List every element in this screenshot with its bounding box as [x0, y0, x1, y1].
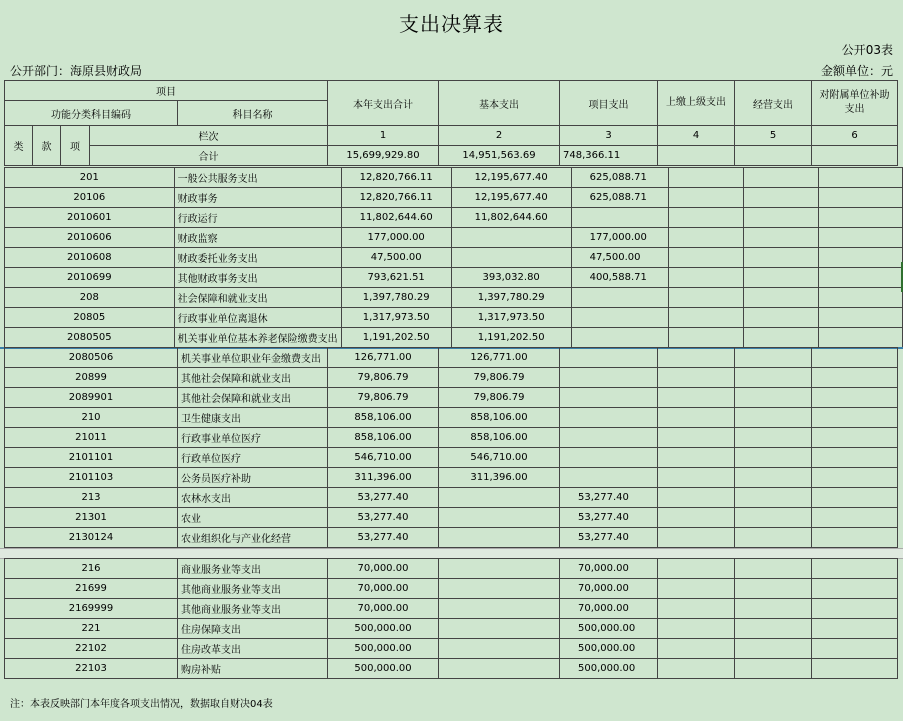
empty-cell [658, 408, 735, 428]
project-exp-header: 项目支出 [560, 81, 658, 126]
kuan-header: 款 [33, 126, 61, 166]
code-cell: 2169999 [5, 599, 178, 619]
basic-cell [451, 248, 571, 268]
empty-cell [819, 308, 903, 328]
func-code-header: 功能分类科目编码 [5, 101, 178, 126]
table-row [5, 468, 898, 488]
name-cell: 农林水支出 [178, 488, 328, 508]
table-row [5, 308, 903, 328]
empty-cell [658, 388, 735, 408]
code-cell: 2089901 [5, 388, 178, 408]
code-cell: 20805 [5, 308, 175, 328]
project-cell [560, 368, 658, 388]
basic-cell: 1,397,780.29 [451, 288, 571, 308]
name-cell: 农业 [178, 508, 328, 528]
table-row [5, 248, 903, 268]
total-cell: 1,317,973.50 [341, 308, 451, 328]
table-row [5, 599, 898, 619]
code-cell: 2010601 [5, 208, 175, 228]
project-cell: 625,088.71 [571, 188, 668, 208]
total-cell: 500,000.00 [328, 659, 439, 679]
empty-cell [812, 508, 898, 528]
code-cell: 21301 [5, 508, 178, 528]
empty-cell [819, 268, 903, 288]
name-cell: 其他商业服务业等支出 [178, 579, 328, 599]
empty-cell [735, 559, 812, 579]
table-row [5, 388, 898, 408]
name-cell: 农业组织化与产业化经营 [178, 528, 328, 548]
total-cell: 12,820,766.11 [341, 168, 451, 188]
col-number: 6 [812, 126, 898, 146]
basic-cell [439, 619, 560, 639]
project-cell [560, 348, 658, 368]
empty-cell [744, 268, 819, 288]
name-cell: 行政事业单位离退休 [174, 308, 341, 328]
empty-cell [812, 528, 898, 548]
empty-cell [812, 579, 898, 599]
expenditure-table-top [4, 167, 903, 348]
empty-cell [658, 579, 735, 599]
total-cell: 858,106.00 [328, 408, 439, 428]
empty-cell [735, 348, 812, 368]
empty-cell [735, 368, 812, 388]
total-cell: 70,000.00 [328, 599, 439, 619]
code-cell: 2130124 [5, 528, 178, 548]
table-row [5, 268, 903, 288]
sum-label: 合计 [90, 146, 328, 166]
basic-cell [439, 599, 560, 619]
table-row [5, 188, 903, 208]
name-cell: 其他社会保障和就业支出 [178, 368, 328, 388]
project-cell: 53,277.40 [560, 488, 658, 508]
name-cell: 财政事务 [174, 188, 341, 208]
project-cell: 53,277.40 [560, 528, 658, 548]
total-cell: 70,000.00 [328, 559, 439, 579]
table-row [5, 228, 903, 248]
empty-cell [812, 468, 898, 488]
table-row [5, 208, 903, 228]
basic-cell: 311,396.00 [439, 468, 560, 488]
empty-cell [812, 408, 898, 428]
expenditure-table-mid [4, 347, 898, 548]
empty-cell [744, 288, 819, 308]
empty-cell [658, 508, 735, 528]
empty-cell [658, 488, 735, 508]
project-cell: 70,000.00 [560, 599, 658, 619]
name-cell: 机关事业单位基本养老保险缴费支出 [174, 328, 341, 348]
sum-total: 15,699,929.80 [328, 146, 439, 166]
project-cell: 70,000.00 [560, 559, 658, 579]
empty-cell [669, 308, 744, 328]
basic-cell [451, 228, 571, 248]
empty-cell [744, 328, 819, 348]
code-cell: 2101103 [5, 468, 178, 488]
empty-cell [744, 308, 819, 328]
total-cell: 53,277.40 [328, 488, 439, 508]
empty-cell [735, 579, 812, 599]
code-cell: 22103 [5, 659, 178, 679]
total-cell: 858,106.00 [328, 428, 439, 448]
empty-cell [735, 599, 812, 619]
name-cell: 住房保障支出 [178, 619, 328, 639]
code-cell: 20899 [5, 368, 178, 388]
table-number: 公开03表 [841, 43, 893, 57]
code-cell: 213 [5, 488, 178, 508]
sum-basic: 14,951,563.69 [439, 146, 560, 166]
table-row [5, 619, 898, 639]
empty-cell [735, 488, 812, 508]
table-row [5, 348, 898, 368]
col-number: 2 [439, 126, 560, 146]
total-cell: 11,802,644.60 [341, 208, 451, 228]
total-cell: 793,621.51 [341, 268, 451, 288]
lei-header: 类 [5, 126, 33, 166]
empty-cell [735, 468, 812, 488]
basic-header: 基本支出 [439, 81, 560, 126]
col-number: 4 [658, 126, 735, 146]
footnote: 注：本表反映部门本年度各项支出情况，数据取自财决04表 [10, 699, 273, 710]
basic-cell [439, 639, 560, 659]
empty-cell [658, 599, 735, 619]
total-cell: 12,820,766.11 [341, 188, 451, 208]
total-cell: 53,277.40 [328, 528, 439, 548]
empty-cell [819, 228, 903, 248]
code-cell: 208 [5, 288, 175, 308]
code-cell: 2010608 [5, 248, 175, 268]
empty-cell [812, 559, 898, 579]
basic-cell: 546,710.00 [439, 448, 560, 468]
basic-cell [439, 579, 560, 599]
project-cell: 177,000.00 [571, 228, 668, 248]
code-cell: 2010606 [5, 228, 175, 248]
total-cell: 311,396.00 [328, 468, 439, 488]
basic-cell: 126,771.00 [439, 348, 560, 368]
basic-cell [439, 659, 560, 679]
project-cell: 500,000.00 [560, 619, 658, 639]
code-cell: 2080505 [5, 328, 175, 348]
empty-cell [819, 248, 903, 268]
empty-cell [669, 328, 744, 348]
subject-name-header: 科目名称 [178, 101, 328, 126]
code-cell: 21011 [5, 428, 178, 448]
upper-header: 上缴上级支出 [658, 81, 735, 126]
code-cell: 2080506 [5, 348, 178, 368]
table-row [5, 488, 898, 508]
empty-cell [658, 559, 735, 579]
empty-cell [744, 228, 819, 248]
empty-cell [658, 468, 735, 488]
empty-cell [812, 428, 898, 448]
empty-cell [819, 188, 903, 208]
empty-cell [669, 228, 744, 248]
lanci-header: 栏次 [90, 126, 328, 146]
empty-cell [735, 639, 812, 659]
name-cell: 卫生健康支出 [178, 408, 328, 428]
project-header: 项目 [5, 81, 328, 101]
table-row [5, 508, 898, 528]
empty-cell [819, 208, 903, 228]
unit-label: 金额单位：元 [820, 64, 893, 78]
code-cell: 20106 [5, 188, 175, 208]
empty-cell [812, 619, 898, 639]
table-row [5, 328, 903, 348]
name-cell: 财政委托业务支出 [174, 248, 341, 268]
empty-cell [812, 348, 898, 368]
col-number: 5 [735, 126, 812, 146]
basic-cell: 858,106.00 [439, 408, 560, 428]
code-cell: 22102 [5, 639, 178, 659]
empty-cell [812, 368, 898, 388]
code-cell: 2101101 [5, 448, 178, 468]
total-cell: 126,771.00 [328, 348, 439, 368]
project-cell: 400,588.71 [571, 268, 668, 288]
empty-cell [819, 288, 903, 308]
table-row [5, 428, 898, 448]
code-cell: 221 [5, 619, 178, 639]
code-cell: 210 [5, 408, 178, 428]
empty-cell [658, 659, 735, 679]
name-cell: 公务员医疗补助 [178, 468, 328, 488]
business-header: 经营支出 [735, 81, 812, 126]
sum-row [5, 146, 898, 166]
empty-cell [744, 168, 819, 188]
empty-cell [658, 428, 735, 448]
empty-cell [735, 528, 812, 548]
basic-cell: 11,802,644.60 [451, 208, 571, 228]
table-row [5, 528, 898, 548]
code-cell: 2010699 [5, 268, 175, 288]
project-cell [571, 308, 668, 328]
table-row [5, 579, 898, 599]
empty-cell [812, 448, 898, 468]
project-cell [560, 408, 658, 428]
total-cell: 1,397,780.29 [341, 288, 451, 308]
table-row [5, 559, 898, 579]
name-cell: 其他商业服务业等支出 [178, 599, 328, 619]
sum-project: 748,366.11 [560, 146, 658, 166]
table-row [5, 448, 898, 468]
empty-cell [669, 168, 744, 188]
table-row [5, 408, 898, 428]
empty-cell [735, 659, 812, 679]
subsidy-header: 对附属单位补助支出 [812, 81, 898, 126]
basic-cell: 79,806.79 [439, 388, 560, 408]
total-cell: 79,806.79 [328, 388, 439, 408]
table-row [5, 168, 903, 188]
project-cell [560, 448, 658, 468]
table-row [5, 639, 898, 659]
table-row [5, 659, 898, 679]
total-cell: 177,000.00 [341, 228, 451, 248]
empty-cell [735, 408, 812, 428]
project-cell [571, 208, 668, 228]
code-cell: 201 [5, 168, 175, 188]
project-cell: 53,277.40 [560, 508, 658, 528]
basic-cell [439, 508, 560, 528]
empty-cell [735, 428, 812, 448]
project-cell: 70,000.00 [560, 579, 658, 599]
total-cell: 1,191,202.50 [341, 328, 451, 348]
page-title: 支出决算表 [399, 12, 504, 36]
basic-cell: 393,032.80 [451, 268, 571, 288]
total-cell: 70,000.00 [328, 579, 439, 599]
code-cell: 21699 [5, 579, 178, 599]
project-cell: 625,088.71 [571, 168, 668, 188]
empty-cell [812, 659, 898, 679]
empty-cell [658, 619, 735, 639]
name-cell: 住房改革支出 [178, 639, 328, 659]
name-cell: 其他财政事务支出 [174, 268, 341, 288]
name-cell: 社会保障和就业支出 [174, 288, 341, 308]
empty-cell [669, 288, 744, 308]
col-number: 3 [560, 126, 658, 146]
basic-cell [439, 488, 560, 508]
total-cell: 79,806.79 [328, 368, 439, 388]
empty-cell [658, 448, 735, 468]
basic-cell: 12,195,677.40 [451, 168, 571, 188]
empty-cell [812, 599, 898, 619]
col-number: 1 [328, 126, 439, 146]
name-cell: 行政事业单位医疗 [178, 428, 328, 448]
name-cell: 机关事业单位职业年金缴费支出 [178, 348, 328, 368]
basic-cell [439, 528, 560, 548]
project-cell: 500,000.00 [560, 659, 658, 679]
empty-cell [735, 388, 812, 408]
project-cell [571, 328, 668, 348]
empty-cell [812, 388, 898, 408]
empty-cell [744, 248, 819, 268]
empty-cell [735, 619, 812, 639]
project-cell [560, 468, 658, 488]
total-cell: 47,500.00 [341, 248, 451, 268]
basic-cell: 79,806.79 [439, 368, 560, 388]
project-cell [560, 388, 658, 408]
empty-cell [812, 639, 898, 659]
project-cell [560, 428, 658, 448]
empty-cell [744, 208, 819, 228]
name-cell: 行政单位医疗 [178, 448, 328, 468]
empty-cell [744, 188, 819, 208]
basic-cell: 1,191,202.50 [451, 328, 571, 348]
project-cell [571, 288, 668, 308]
empty-cell [669, 268, 744, 288]
basic-cell: 858,106.00 [439, 428, 560, 448]
name-cell: 其他社会保障和就业支出 [178, 388, 328, 408]
empty-cell [735, 448, 812, 468]
empty-cell [819, 168, 903, 188]
name-cell: 财政监察 [174, 228, 341, 248]
total-header: 本年支出合计 [328, 81, 439, 126]
table-row [5, 288, 903, 308]
name-cell: 购房补贴 [178, 659, 328, 679]
project-cell: 47,500.00 [571, 248, 668, 268]
total-cell: 500,000.00 [328, 639, 439, 659]
basic-cell: 1,317,973.50 [451, 308, 571, 328]
empty-cell [658, 368, 735, 388]
empty-cell [658, 528, 735, 548]
expenditure-table-header [4, 80, 898, 166]
empty-cell [669, 188, 744, 208]
name-cell: 一般公共服务支出 [174, 168, 341, 188]
basic-cell: 12,195,677.40 [451, 188, 571, 208]
expenditure-table-bottom [4, 558, 898, 679]
empty-cell [819, 328, 903, 348]
project-cell: 500,000.00 [560, 639, 658, 659]
department-label: 公开部门：海原县财政局 [10, 64, 143, 78]
basic-cell [439, 559, 560, 579]
empty-cell [812, 488, 898, 508]
empty-cell [658, 639, 735, 659]
empty-cell [669, 208, 744, 228]
code-cell: 216 [5, 559, 178, 579]
empty-cell [669, 248, 744, 268]
xiang-header: 项 [61, 126, 90, 166]
total-cell: 53,277.40 [328, 508, 439, 528]
empty-cell [735, 508, 812, 528]
table-row [5, 368, 898, 388]
name-cell: 行政运行 [174, 208, 341, 228]
total-cell: 546,710.00 [328, 448, 439, 468]
total-cell: 500,000.00 [328, 619, 439, 639]
name-cell: 商业服务业等支出 [178, 559, 328, 579]
empty-cell [658, 348, 735, 368]
